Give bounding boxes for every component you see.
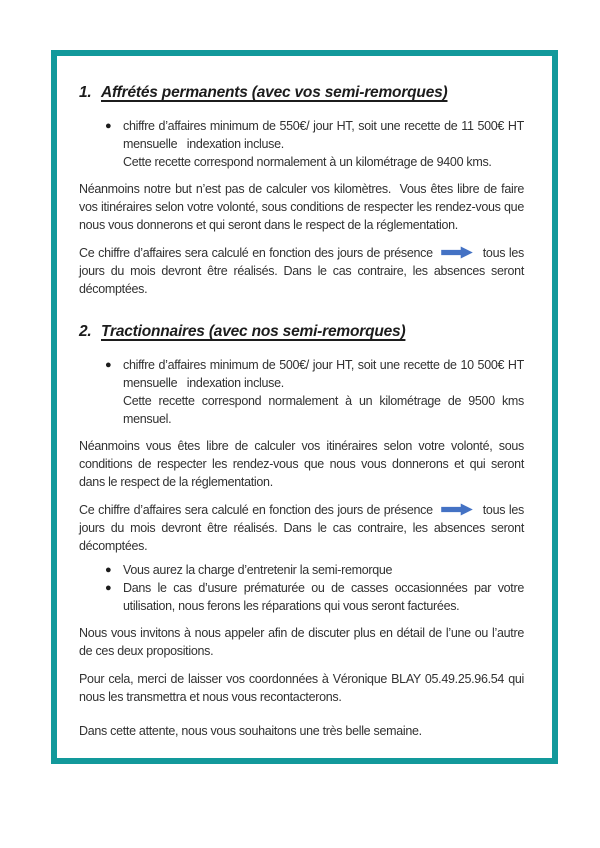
section-1-number: 1.: [79, 84, 92, 101]
bullet-item: [79, 561, 524, 579]
bullet-line-1: chiffre d’affaires minimum de 500€/ jour HT, soit une recette de 10 500€ HT mensuelle indexation incluse.: [123, 358, 524, 390]
section-2-paragraph-1: Néanmoins vous êtes libre de calculer vos itinéraires selon votre volonté, sous conditions de respecter les rendez-vous que nous vous donnerons et qui seront dans le respect de la réglementation.: [79, 439, 524, 489]
section-2-title: Tractionnaires (avec nos semi-remorques): [101, 323, 406, 340]
closing-paragraph-3: Dans cette attente, nous vous souhaitons une très belle semaine.: [79, 724, 422, 738]
section-2-conditions-list: [79, 561, 524, 615]
section-2-paragraph-2: [79, 501, 524, 555]
bullet-item: [79, 117, 524, 171]
bullet-text: Vous aurez la charge d’entretenir la semi-remorque: [123, 563, 393, 577]
bullet-text: Dans le cas d’usure prématurée ou de casses occasionnées par votre utilisation, nous ferons les réparations qui vous seront facturées.: [123, 581, 524, 613]
bullet-icon: ●: [105, 359, 112, 371]
section-1-title: Affrétés permanents (avec vos semi-remorques): [101, 84, 448, 101]
section-2-bullet-list: [79, 356, 524, 428]
paragraph-text-after-arrow: tous les jours du mois devront être réalisés. Dans le cas contraire, les absences seront décomptées.: [79, 246, 524, 296]
section-1-heading: [79, 83, 524, 103]
bullet-text: [123, 356, 524, 428]
section-2-heading: [79, 322, 524, 342]
bullet-icon: ●: [105, 564, 112, 576]
closing-paragraph-1: Nous vous invitons à nous appeler afin de discuter plus en détail de l’une ou l’autre de ces deux propositions.: [79, 626, 524, 658]
right-arrow-icon: [441, 246, 473, 259]
section-1-bullet-list: [79, 117, 524, 171]
section-2-number: 2.: [79, 323, 92, 340]
section-1-paragraph-2: [79, 244, 524, 298]
bullet-line-2: Cette recette correspond normalement à un kilométrage de 9500 kms mensuel.: [123, 394, 524, 426]
bullet-icon: ●: [105, 120, 112, 132]
bullet-item: [79, 356, 524, 428]
bullet-item: [79, 579, 524, 615]
paragraph-text-before-arrow: Ce chiffre d’affaires sera calculé en fonction des jours de présence: [79, 503, 433, 517]
closing-paragraph-2: Pour cela, merci de laisser vos coordonnées à Véronique BLAY 05.49.25.96.54 qui nous les transmettra et nous vous recontacterons.: [79, 672, 524, 704]
section-2: [79, 322, 524, 615]
closing-block: [79, 624, 524, 740]
right-arrow-icon: [441, 503, 473, 516]
document-border-frame: [51, 50, 558, 764]
bullet-text: [123, 117, 524, 171]
bullet-line-1: chiffre d’affaires minimum de 550€/ jour HT, soit une recette de 11 500€ HT mensuelle indexation incluse.: [123, 119, 524, 151]
paragraph-text-before-arrow: Ce chiffre d’affaires sera calculé en fonction des jours de présence: [79, 246, 433, 260]
section-1-paragraph-1: Néanmoins notre but n’est pas de calculer vos kilomètres. Vous êtes libre de faire vos itinéraires selon votre volonté, sous conditions de respecter les rendez-vous que nous vous donnerons et qui seront dans le respect de la réglementation.: [79, 182, 524, 232]
bullet-icon: ●: [105, 582, 112, 594]
paragraph-text-after-arrow: tous les jours du mois devront être réalisés. Dans le cas contraire, les absences seront décomptées.: [79, 503, 524, 553]
section-1: [79, 83, 524, 298]
bullet-line-2: Cette recette correspond normalement à un kilométrage de 9400 kms.: [123, 155, 492, 169]
